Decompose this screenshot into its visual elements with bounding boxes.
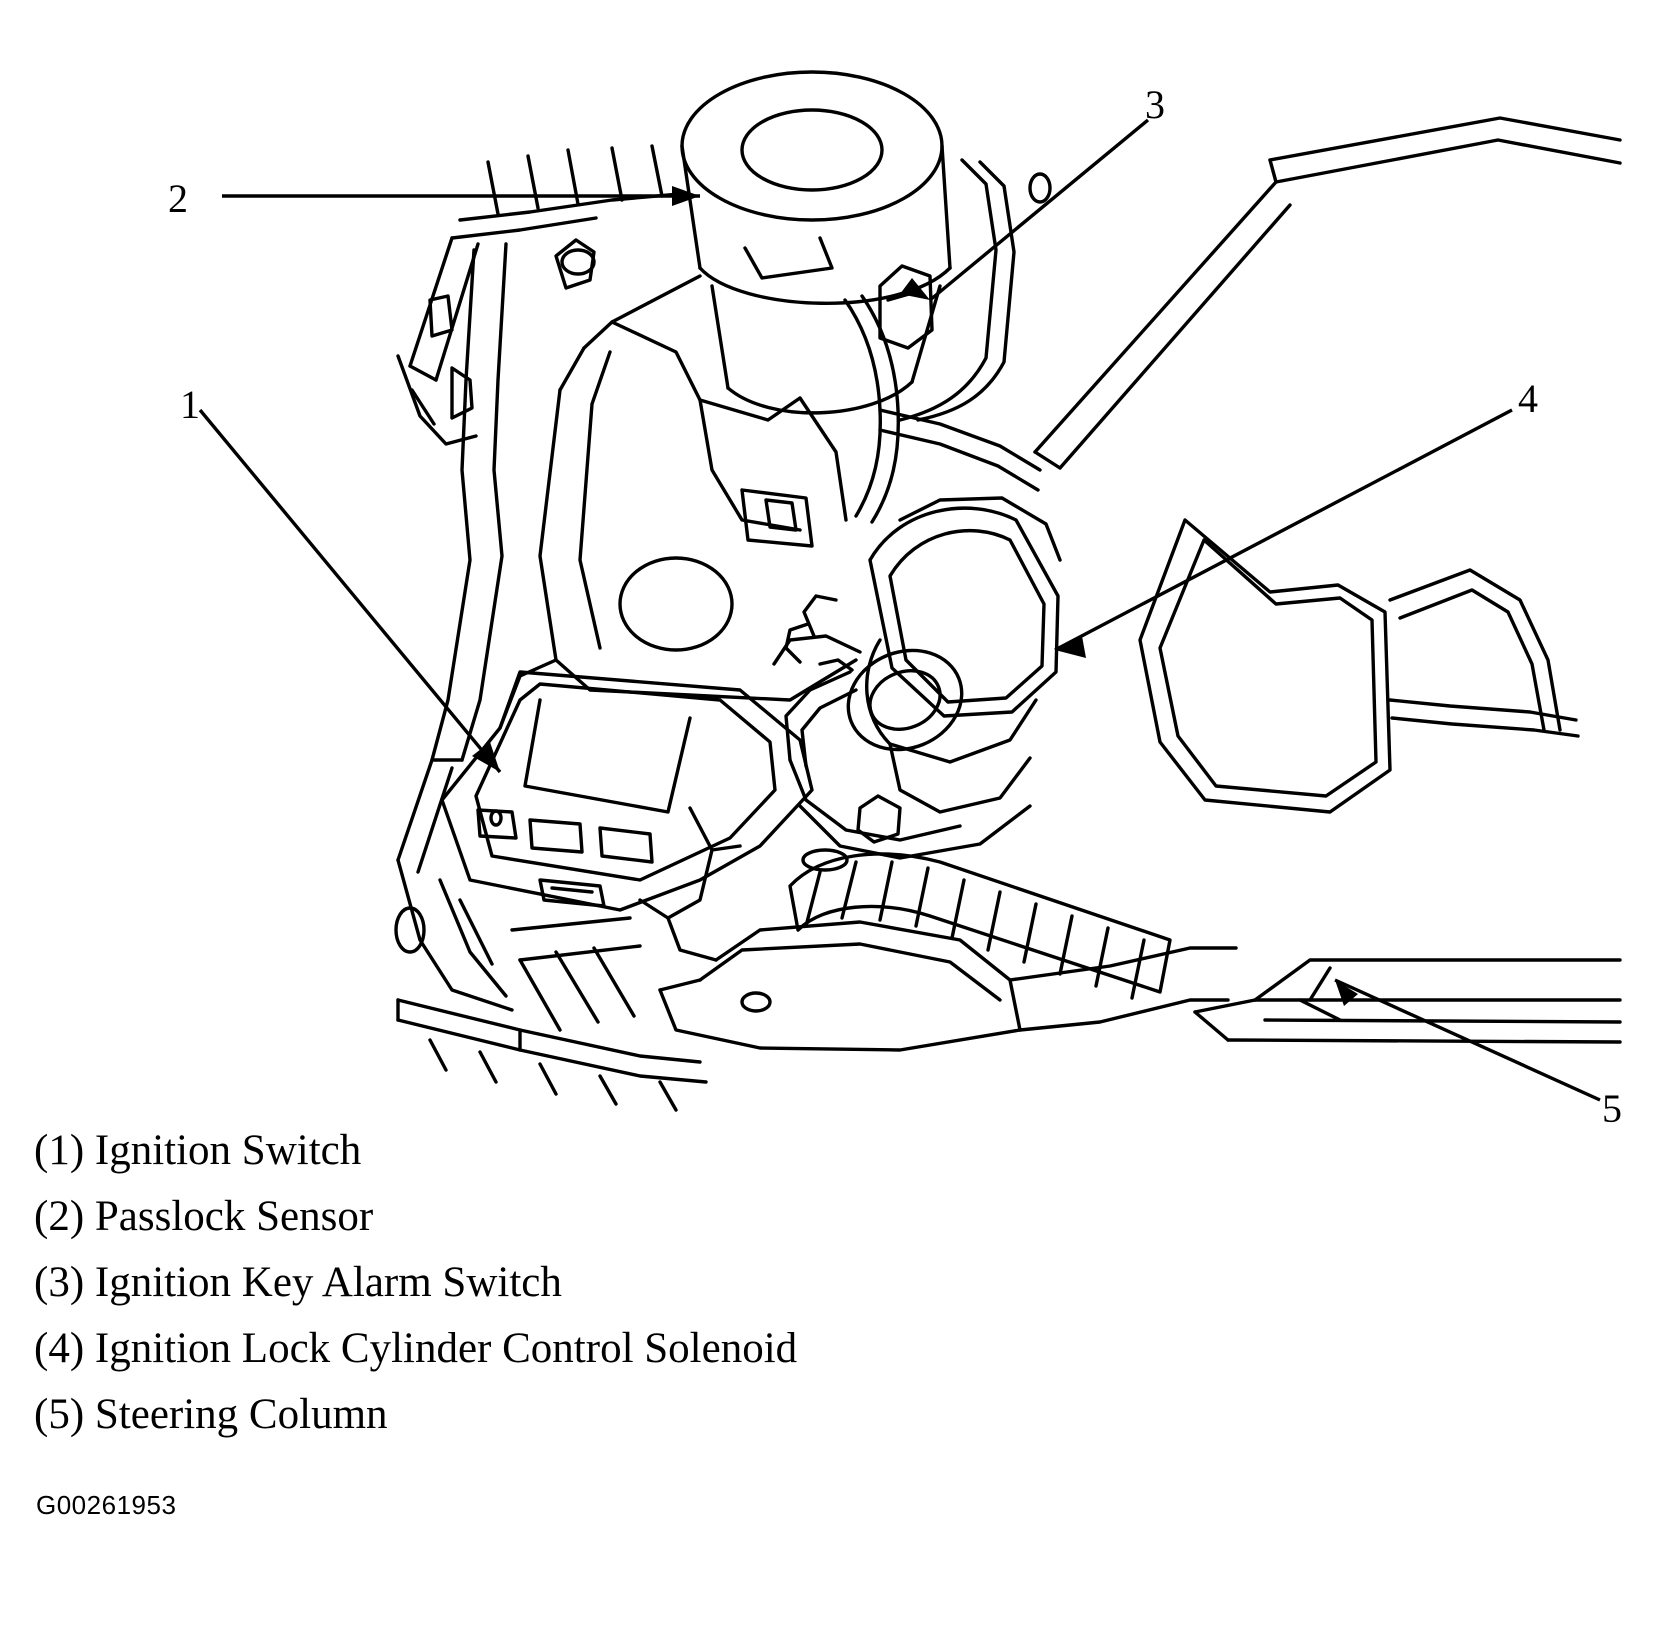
column-flexible-boot <box>790 854 1170 998</box>
arrow-head-1 <box>472 742 500 772</box>
figure-id-code: G00261953 <box>36 1490 177 1520</box>
legend-item-2: (2) Passlock Sensor <box>34 1193 374 1240</box>
wire-harness-right <box>1390 570 1578 736</box>
callout-number-4: 4 <box>1518 376 1538 421</box>
legend <box>34 1118 1234 1448</box>
legend-item-1: (1) Ignition Switch <box>34 1127 362 1174</box>
passlock-sensor <box>682 72 950 413</box>
legend-item-4: (4) Ignition Lock Cylinder Control Solenoid <box>34 1325 798 1372</box>
leader-line-1 <box>200 410 500 772</box>
callout-number-1: 1 <box>180 382 200 427</box>
leader-line-3 <box>930 120 1148 300</box>
leader-line-4 <box>1055 410 1512 650</box>
callout-number-2: 2 <box>168 176 188 221</box>
steering-column-lower-bracket <box>660 760 1236 1050</box>
hatching-left <box>512 918 640 1030</box>
arrow-head-2 <box>672 186 700 206</box>
callout-number-3: 3 <box>1145 82 1165 127</box>
lock-cylinder-control-solenoid <box>774 498 1060 812</box>
lock-cylinder-housing <box>500 276 856 728</box>
floor-rail-right <box>1195 960 1620 1042</box>
legend-item-5: (5) Steering Column <box>34 1391 388 1438</box>
knee-bolster-panel <box>1140 520 1390 812</box>
legend-item-3: (3) Ignition Key Alarm Switch <box>34 1259 562 1306</box>
callout-number-5: 5 <box>1602 1086 1622 1130</box>
